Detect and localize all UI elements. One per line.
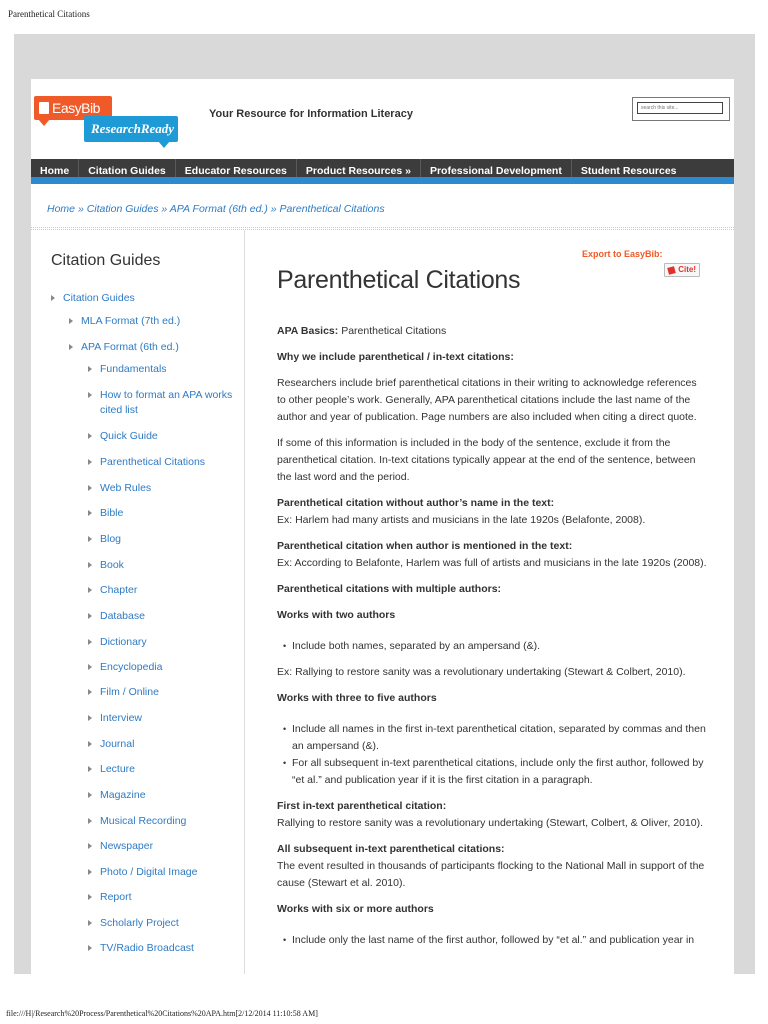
first-citation-heading: First in-text parenthetical citation: (277, 800, 447, 812)
page (31, 79, 734, 974)
apa-basics-label: APA Basics: (277, 325, 339, 337)
list-item: • Include both names, separated by an ampersand (&). (292, 638, 707, 655)
caret-right-icon (88, 459, 92, 465)
first-citation-example: Rallying to restore sanity was a revolutionary undertaking (Stewart, Colbert, & Oliver, 2010). (277, 817, 704, 829)
sidebar-item-label: Blog (100, 533, 122, 545)
sidebar-item-label: Parenthetical Citations (100, 456, 206, 468)
sidebar-item-label: APA Format (6th ed.) (81, 341, 179, 353)
with-author-heading: Parenthetical citation when author is mentioned in the text: (277, 540, 573, 552)
sidebar-item-encyclopedia[interactable] (100, 660, 162, 675)
cite-button-label: Cite! (678, 265, 696, 274)
caret-right-icon (51, 295, 55, 301)
nav-professional-development[interactable]: Professional Development (421, 159, 572, 177)
research-ready-badge (84, 116, 178, 142)
sidebar-item-photo[interactable] (100, 865, 197, 880)
sidebar (31, 230, 245, 974)
search-box (632, 97, 730, 121)
apa-basics (277, 323, 707, 340)
sidebar-item-interview[interactable] (100, 711, 142, 726)
sidebar-item-label: Quick Guide (100, 430, 158, 442)
list-item: • Include only the last name of the first author, followed by “et al.” and publication year in (292, 932, 707, 949)
caret-right-icon (88, 664, 92, 670)
sidebar-item-label: Book (100, 559, 124, 571)
without-author-block (277, 495, 707, 529)
three-authors-heading: Works with three to five authors (277, 692, 437, 704)
print-header: Parenthetical Citations (8, 9, 90, 19)
subsequent-citation-example: The event resulted in thousands of participants flocking to the National Mall in support of the cause (Stewart et al. 2010). (277, 860, 705, 889)
sidebar-item-label: Bible (100, 507, 124, 519)
breadcrumb-current[interactable]: Parenthetical Citations (279, 203, 385, 215)
caret-right-icon (88, 818, 92, 824)
sidebar-item-label: Journal (100, 738, 135, 750)
browser-frame (14, 34, 755, 974)
cite-button[interactable] (664, 263, 700, 277)
caret-right-icon (88, 485, 92, 491)
sidebar-item-tv-radio[interactable] (100, 941, 194, 956)
export-label: Export to EasyBib: (582, 249, 663, 259)
sentence-paragraph: If some of this information is included in the body of the sentence, exclude it from the parenthetical citation. In-text citations typically appear at the end of the sentence, between the last word and the period. (277, 437, 696, 483)
caret-right-icon (88, 792, 92, 798)
six-authors-heading: Works with six or more authors (277, 903, 434, 915)
sidebar-item-label: Report (100, 891, 132, 903)
sidebar-item-scholarly-project[interactable] (100, 916, 179, 931)
sidebar-item-chapter[interactable] (100, 583, 137, 598)
without-author-heading: Parenthetical citation without author’s name in the text: (277, 497, 555, 509)
main-content (277, 323, 707, 958)
sidebar-item-label: Web Rules (100, 482, 152, 494)
easybib-logo[interactable] (34, 96, 174, 148)
caret-right-icon (88, 869, 92, 875)
search-input[interactable] (637, 102, 723, 114)
main-nav (31, 159, 734, 184)
sidebar-item-musical-recording[interactable] (100, 814, 186, 829)
sidebar-item-film[interactable] (100, 685, 159, 700)
sidebar-item-label: MLA Format (7th ed.) (81, 315, 181, 327)
sidebar-item-works-cited[interactable] (100, 388, 232, 418)
with-author-block (277, 538, 707, 572)
first-citation-block (277, 798, 707, 832)
caret-right-icon (88, 587, 92, 593)
cite-icon (667, 266, 676, 275)
sidebar-item-lecture[interactable] (100, 762, 135, 777)
print-footer: file:///H|/Research%20Process/Parenthetical%20Citations%20APA.htm[2/12/2014 11:10:58 AM] (6, 1009, 318, 1018)
sidebar-item-magazine[interactable] (100, 788, 146, 803)
caret-right-icon (88, 715, 92, 721)
caret-right-icon (88, 392, 92, 398)
sidebar-item-label: How to format an APA works (100, 389, 233, 401)
sidebar-item-label: Lecture (100, 763, 136, 775)
nav-educator-resources[interactable]: Educator Resources (176, 159, 297, 177)
multiple-authors-heading: Parenthetical citations with multiple authors: (277, 583, 502, 595)
sidebar-item-label: Encyclopedia (100, 661, 163, 673)
sidebar-item-fundamentals[interactable] (100, 362, 167, 377)
two-authors-list (292, 638, 707, 655)
caret-right-icon (69, 344, 73, 350)
six-authors-list (292, 932, 707, 949)
sidebar-item-label: Interview (100, 712, 143, 724)
research-ready-logo-text: ResearchReady (91, 121, 175, 136)
breadcrumb-separator: » (270, 203, 277, 215)
sidebar-item-apa[interactable] (81, 340, 179, 355)
caret-right-icon (88, 766, 92, 772)
sidebar-item-label: cited list (100, 404, 138, 416)
sidebar-item-label: Newspaper (100, 840, 154, 852)
sidebar-item-journal[interactable] (100, 737, 134, 752)
breadcrumb-citation-guides[interactable]: Citation Guides (86, 203, 159, 215)
sidebar-item-label: Citation Guides (63, 292, 135, 304)
two-authors-heading: Works with two authors (277, 609, 396, 621)
sidebar-item-label: Film / Online (100, 686, 159, 698)
list-item: • Include all names in the first in-text parenthetical citation, separated by commas and then an ampersand (&). (292, 721, 707, 755)
sidebar-item-citation-guides[interactable] (63, 291, 135, 306)
sidebar-title: Citation Guides (51, 252, 161, 269)
sidebar-item-bible[interactable] (100, 506, 123, 521)
two-authors-example: Ex: Rallying to restore sanity was a revolutionary undertaking (Stewart & Colbert, 2010). (277, 666, 686, 678)
nav-student-resources[interactable]: Student Resources (580, 165, 677, 177)
sidebar-item-report[interactable] (100, 890, 132, 905)
sidebar-item-mla[interactable] (81, 314, 180, 329)
breadcrumb-apa[interactable]: APA Format (6th ed.) (169, 203, 268, 215)
caret-right-icon (69, 318, 73, 324)
nav-home[interactable]: Home (31, 159, 79, 177)
nav-product-resources[interactable]: Product Resources » (297, 159, 421, 177)
three-authors-list (292, 721, 707, 789)
breadcrumb-separator: » (161, 203, 168, 215)
intro-paragraph: Researchers include brief parenthetical citations in their writing to acknowledge references to other people’s work. Generally, APA parenthetical citations include the last name of the author and year of publication. Page numbers are also included when citing a direct quote. (277, 377, 697, 423)
breadcrumb (47, 203, 385, 215)
subsequent-citation-heading: All subsequent in-text parenthetical citations: (277, 843, 505, 855)
caret-right-icon (88, 639, 92, 645)
sidebar-item-web-rules[interactable] (100, 481, 151, 496)
sidebar-item-label: Fundamentals (100, 363, 167, 375)
caret-right-icon (88, 536, 92, 542)
caret-right-icon (88, 366, 92, 372)
without-author-example: Ex: Harlem had many artists and musicians in the late 1920s (Belafonte, 2008). (277, 514, 646, 526)
nav-citation-guides[interactable]: Citation Guides (79, 159, 176, 177)
list-item: • For all subsequent in-text parenthetical citations, include only the first author, followed by “et al.” and publication year if it is the first citation in a paragraph. (292, 755, 707, 789)
caret-right-icon (88, 920, 92, 926)
sidebar-item-label: Dictionary (100, 636, 147, 648)
site-tagline: Your Resource for Information Literacy (209, 108, 413, 120)
breadcrumb-home[interactable]: Home (47, 203, 76, 215)
breadcrumb-separator: » (77, 203, 84, 215)
caret-right-icon (88, 433, 92, 439)
sidebar-item-label: Chapter (100, 584, 138, 596)
caret-right-icon (88, 510, 92, 516)
caret-right-icon (88, 562, 92, 568)
sidebar-item-database[interactable] (100, 609, 145, 624)
caret-right-icon (88, 689, 92, 695)
subsequent-citation-block (277, 841, 707, 892)
sidebar-item-parenthetical[interactable] (100, 455, 205, 470)
sidebar-item-book[interactable] (100, 558, 124, 573)
caret-right-icon (88, 894, 92, 900)
book-icon (39, 102, 49, 114)
caret-right-icon (88, 613, 92, 619)
sidebar-item-newspaper[interactable] (100, 839, 153, 854)
with-author-example: Ex: According to Belafonte, Harlem was full of artists and musicians in the late 1920s (2008). (277, 557, 707, 569)
sidebar-item-label: Musical Recording (100, 815, 187, 827)
easybib-logo-text: EasyBib (52, 100, 100, 116)
sidebar-item-label: Scholarly Project (100, 917, 179, 929)
why-heading: Why we include parenthetical / in-text citations: (277, 351, 514, 363)
caret-right-icon (88, 843, 92, 849)
apa-basics-text: Parenthetical Citations (338, 325, 447, 337)
sidebar-item-label: Photo / Digital Image (100, 866, 198, 878)
sidebar-item-quick-guide[interactable] (100, 429, 158, 444)
page-title: Parenthetical Citations (277, 266, 521, 294)
sidebar-item-dictionary[interactable] (100, 635, 147, 650)
caret-right-icon (88, 741, 92, 747)
sidebar-item-blog[interactable] (100, 532, 121, 547)
caret-right-icon (88, 945, 92, 951)
sidebar-item-label: Magazine (100, 789, 146, 801)
sidebar-item-label: TV/Radio Broadcast (100, 942, 194, 954)
sidebar-item-label: Database (100, 610, 145, 622)
